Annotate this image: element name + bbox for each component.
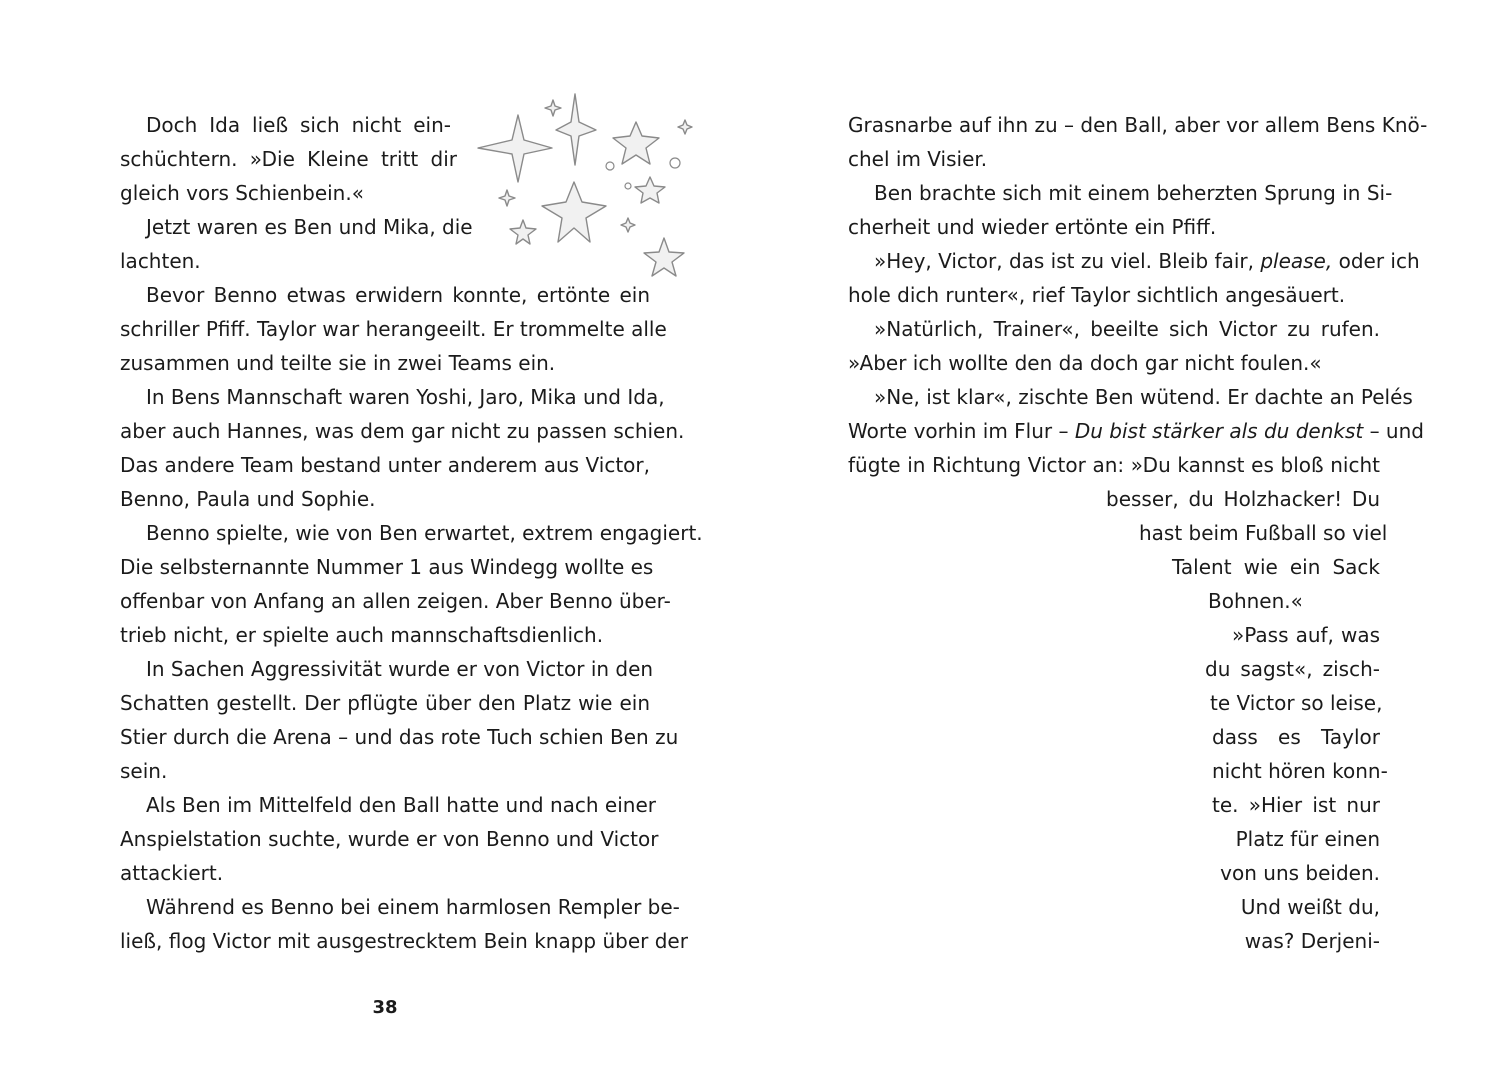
text-span: Worte vorhin im Flur – xyxy=(848,419,1075,443)
text-line: Das andere Team bestand unter anderem aus Victor, xyxy=(120,453,650,477)
text-line: ließ, flog Victor mit ausgestrecktem Bein knapp über der xyxy=(120,929,688,953)
text-line xyxy=(874,244,1420,278)
text-line: Schatten gestellt. Der pflügte über den Platz wie ein xyxy=(120,691,650,715)
text-line: Stier durch die Arena – und das rote Tuch schien Ben zu xyxy=(120,725,679,749)
text-line: »Natürlich, Trainer«, beeilte sich Victor zu rufen. xyxy=(874,317,1380,341)
text-line: Platz für einen xyxy=(1235,827,1380,851)
text-line: Doch Ida ließ sich nicht ein- xyxy=(146,113,451,137)
text-line: hast beim Fußball so viel xyxy=(1139,521,1388,545)
text-line: Grasnarbe auf ihn zu – den Ball, aber vor allem Bens Knö- xyxy=(848,113,1428,137)
text-line: Anspielstation suchte, wurde er von Benno und Victor xyxy=(120,827,659,851)
italic-word: please, xyxy=(1260,249,1333,273)
text-line: schüchtern. »Die Kleine tritt dir xyxy=(120,147,457,171)
text-line: Und weißt du, xyxy=(1240,895,1380,919)
text-line: was? Derjeni- xyxy=(1244,929,1380,953)
page-number: 38 xyxy=(372,997,398,1018)
text-line: Talent wie ein Sack xyxy=(1172,555,1380,579)
text-line: te. »Hier ist nur xyxy=(1212,793,1380,817)
text-line: sein. xyxy=(120,759,168,783)
text-line: Jetzt waren es Ben und Mika, die xyxy=(146,215,473,239)
text-line: cherheit und wieder ertönte ein Pfiff. xyxy=(848,215,1217,239)
text-line: Die selbsternannte Nummer 1 aus Windegg wollte es xyxy=(120,555,654,579)
text-line: Bohnen.« xyxy=(1208,589,1303,613)
text-line: Benno spielte, wie von Ben erwartet, extrem engagiert. xyxy=(146,521,703,545)
text-line: In Bens Mannschaft waren Yoshi, Jaro, Mika und Ida, xyxy=(146,385,665,409)
text-line: »Aber ich wollte den da doch gar nicht foulen.« xyxy=(848,351,1322,375)
text-line: Während es Benno bei einem harmlosen Rempler be- xyxy=(146,895,680,919)
text-line: offenbar von Anfang an allen zeigen. Aber Benno über- xyxy=(120,589,671,613)
text-line: dass es Taylor xyxy=(1212,725,1380,749)
stars-illustration xyxy=(470,90,700,290)
text-line: hole dich runter«, rief Taylor sichtlich angesäuert. xyxy=(848,283,1346,307)
text-line: Bevor Benno etwas erwidern konnte, ertönte ein xyxy=(146,283,650,307)
text-line: In Sachen Aggressivität wurde er von Victor in den xyxy=(146,657,654,681)
text-line xyxy=(848,414,1424,448)
text-line: aber auch Hannes, was dem gar nicht zu passen schien. xyxy=(120,419,685,443)
text-line: nicht hören konn- xyxy=(1212,759,1388,783)
text-line: gleich vors Schienbein.« xyxy=(120,181,364,205)
text-line: Ben brachte sich mit einem beherzten Sprung in Si- xyxy=(874,181,1393,205)
text-line: chel im Visier. xyxy=(848,147,988,171)
text-line: besser, du Holzhacker! Du xyxy=(1106,487,1380,511)
right-page xyxy=(750,0,1500,1087)
text-line: Als Ben im Mittelfeld den Ball hatte und nach einer xyxy=(146,793,656,817)
text-line: attackiert. xyxy=(120,861,224,885)
italic-phrase: Du bist stärker als du denkst xyxy=(1074,419,1364,443)
text-line: lachten. xyxy=(120,249,201,273)
text-span: oder ich xyxy=(1332,249,1420,273)
text-span: – und xyxy=(1363,419,1424,443)
text-line: Benno, Paula und Sophie. xyxy=(120,487,376,511)
text-line: »Pass auf, was xyxy=(1232,623,1380,647)
text-line: von uns beiden. xyxy=(1220,861,1380,885)
text-line: schriller Pfiff. Taylor war herangeeilt. Er trommelte alle xyxy=(120,317,667,341)
text-line: te Victor so leise, xyxy=(1210,691,1383,715)
text-line: fügte in Richtung Victor an: »Du kannst es bloß nicht xyxy=(848,453,1380,477)
text-span: »Hey, Victor, das ist zu viel. Bleib fair, xyxy=(874,249,1261,273)
text-line: du sagst«, zisch- xyxy=(1205,657,1380,681)
text-line: trieb nicht, er spielte auch mannschaftsdienlich. xyxy=(120,623,604,647)
text-line: zusammen und teilte sie in zwei Teams ein. xyxy=(120,351,556,375)
text-line: »Ne, ist klar«, zischte Ben wütend. Er dachte an Pelés xyxy=(874,385,1413,409)
